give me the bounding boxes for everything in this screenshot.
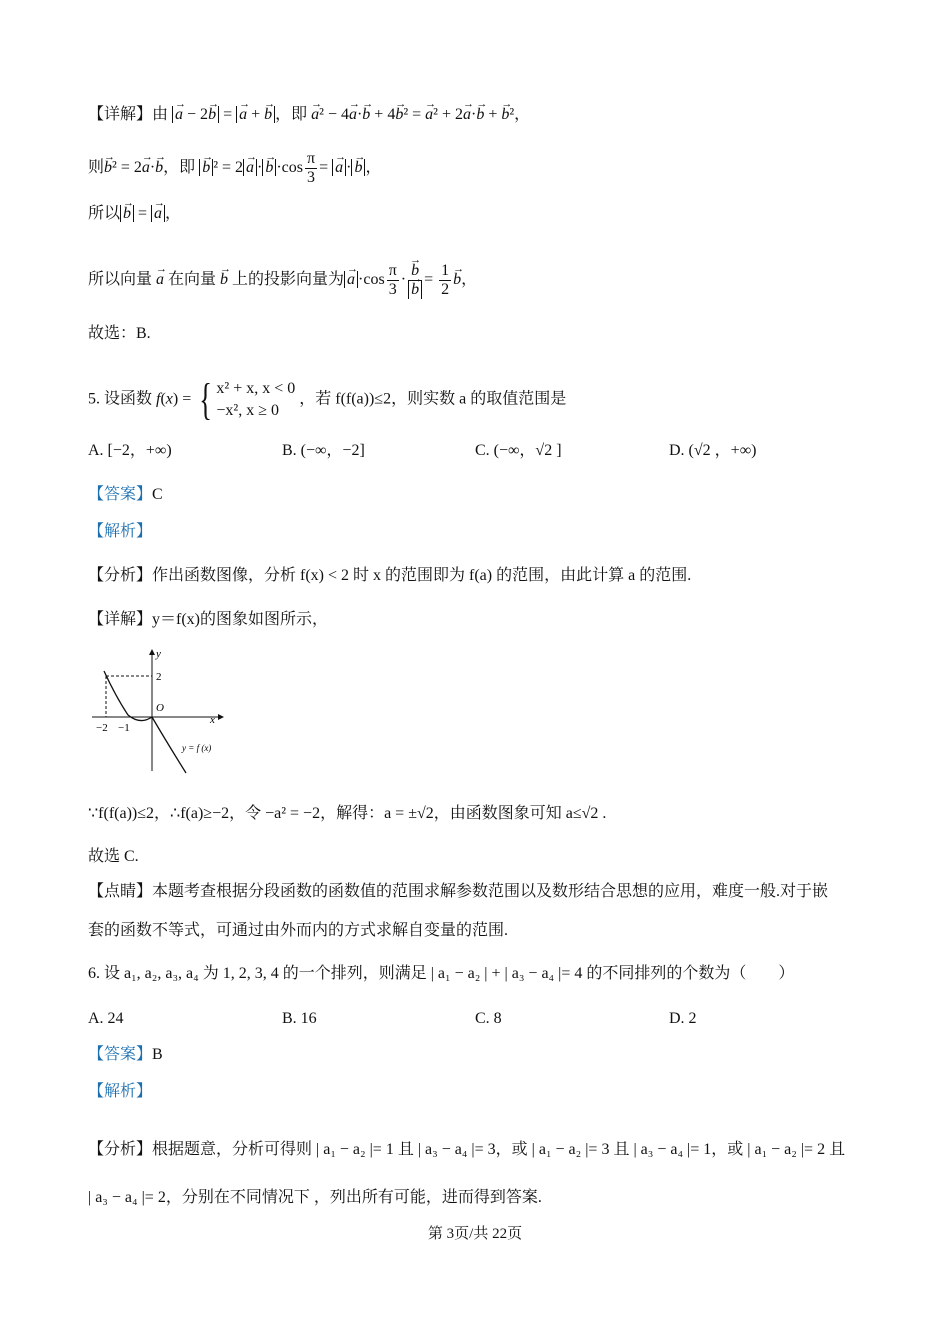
detail-tag: 【详解】 [88, 106, 153, 123]
q5-stem: 5. 设函数 f(x) = { x² + x, x < 0 −x², x ≥ 0 ，若 f(f(a))≤2，则实数 a 的取值范围是 [88, 375, 567, 424]
q5-dianjing-1: 【点睛】本题考查根据分段函数的函数值的范围求解参数范围以及数形结合思想的应用，难度一般.对于嵌 [88, 883, 829, 900]
answer-tag: 【答案】 [88, 1046, 153, 1063]
q5-fenxi: 【分析】作出函数图像，分析 f(x) < 2 时 x 的范围即为 f(a) 的范围，由此计算 a 的范围. [88, 567, 692, 584]
q6-fenxi-2: | a₃ − a₄ |= 2，分别在不同情况下 ，列出所有可能，进而得到答案. [88, 1189, 542, 1206]
fenxi-tag: 【分析】 [88, 567, 153, 584]
function-graph [88, 645, 238, 775]
q6-option-b: B. 16 [282, 1010, 317, 1027]
q6-option-d: D. 2 [669, 1010, 697, 1027]
q4-detail-line3: 所以→ b = → a ， [88, 203, 181, 225]
answer-tag: 【答案】 [88, 486, 153, 503]
q6-stem: 6. 设 a₁, a₂, a₃, a₄ 为 1, 2, 3, 4 的一个排列，则满足 | a₁ − a₂ | + | a₃ − a₄ |= 4 的不同排列的个数为（ ） [88, 965, 795, 982]
curve-left [104, 671, 152, 721]
q5-answer: 【答案】C [88, 486, 163, 503]
q5-option-c: C. (−∞，√2 ] [475, 442, 562, 459]
q4-detail-line1: 【详解】由 → a − 2→ b = → a + → b ，即 → a² − 4→ a·→ b + 4→ b² = → a² + 2→ a·→ b + → b²， [88, 104, 530, 126]
origin-label: O [156, 702, 164, 714]
fenxi-tag: 【分析】 [88, 1141, 153, 1158]
q5-option-a: A. [−2，+∞) [88, 442, 172, 459]
y-axis-label: y [156, 648, 161, 660]
q5-final: 故选 C. [88, 848, 139, 865]
q6-answer: 【答案】B [88, 1046, 163, 1063]
y-axis-arrow [149, 649, 155, 655]
curve-right [152, 717, 186, 773]
page-footer: 第 3页/共 22页 [427, 1226, 523, 1242]
tick-label-2: 2 [156, 671, 162, 683]
q4-answer: 故选：B. [88, 325, 151, 342]
x-axis-arrow [218, 714, 224, 720]
q6-option-a: A. 24 [88, 1010, 124, 1027]
q5-analysis-tag: 【解析】 [88, 523, 153, 540]
q4-detail-line2: 则→ b² = 2→ a·→ b，即 → b ² = 2→ a ·→ b ·cos $\frac{\pi}{3}$ = → a ·→ b ， [88, 150, 381, 187]
q6-fenxi-1: 【分析】根据题意，分析可得则 | a₁ − a₂ |= 1 且 | a₃ − a₄ |= 3，或 | a₁ − a₂ |= 3 且 | a₃ − a₄ |= 1，或 | a₁ − a₂ |= 2 且 [88, 1141, 846, 1158]
q5-piecewise: x² + x, x < 0 −x², x ≥ 0 [216, 380, 296, 419]
tick-label-neg1: −1 [118, 722, 130, 734]
dianjing-tag: 【点睛】 [88, 883, 153, 900]
q6-analysis-tag: 【解析】 [88, 1083, 153, 1100]
curve-label: y = f (x) [182, 743, 212, 753]
tick-label-neg2: −2 [96, 722, 108, 734]
q5-option-b: B. (−∞，−2] [282, 442, 365, 459]
q5-dianjing-2: 套的函数不等式，可通过由外而内的方式求解自变量的范围. [88, 922, 509, 939]
q5-option-d: D. (√2 ，+∞) [669, 442, 757, 459]
q6-option-c: C. 8 [475, 1010, 502, 1027]
q5-solve: ∵f(f(a))≤2，∴f(a)≥−2，令 −a² = −2，解得：a = ±√2，由函数图象可知 a≤√2 . [88, 805, 607, 822]
q5-detail: 【详解】y＝f(x)的图象如图所示， [88, 611, 329, 628]
x-axis-label: x [210, 714, 215, 726]
q4-detail-line4: 所以向量 → a 在向量 → b 上的投影向量为→ a ·cos $\frac{\pi}{3}$ · → b → b = $\frac{1}{2}$ → b， [88, 262, 477, 299]
detail-tag: 【详解】 [88, 611, 153, 628]
